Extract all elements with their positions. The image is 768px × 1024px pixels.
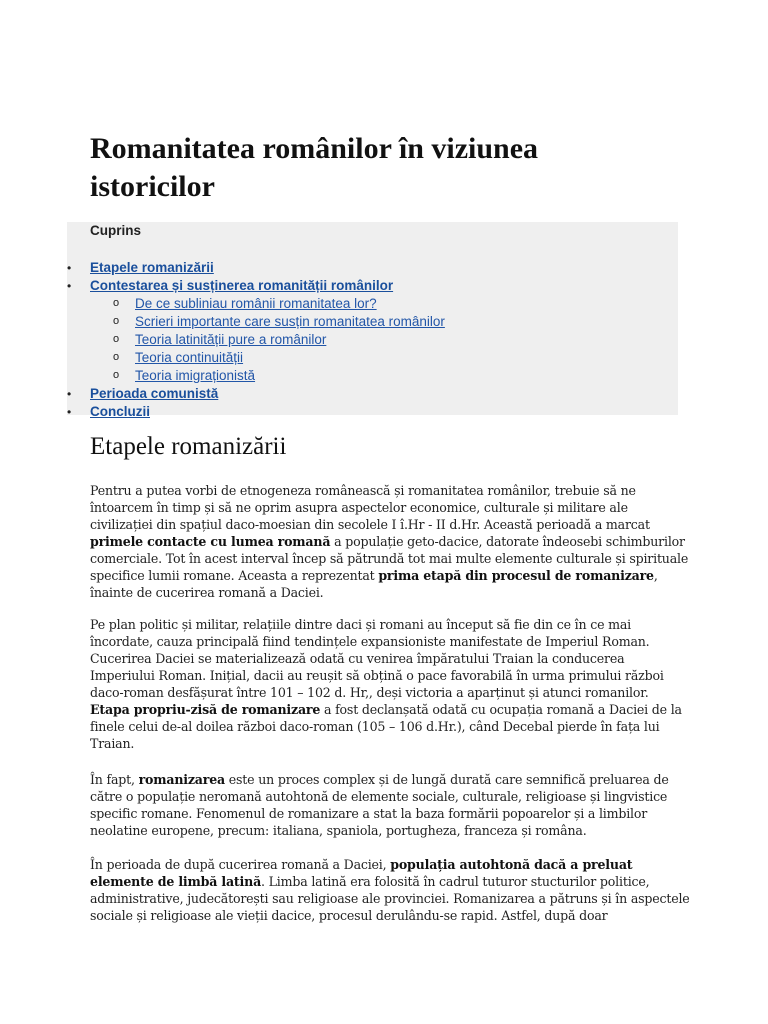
bold-phrase: Etapa propriu-zisă de romanizare bbox=[90, 702, 321, 717]
paragraph-1 bbox=[90, 482, 690, 601]
text-run: În perioada de după cucerirea romană a Daciei, bbox=[90, 857, 391, 872]
toc-link-perioada-comunista[interactable]: Perioada comunistă bbox=[90, 386, 219, 401]
toc-sublink-imigrationista[interactable]: Teoria imigraționistă bbox=[135, 368, 256, 383]
text-run: este un proces complex și de lungă durată care semnifică preluarea de către o populație neromană autohtonă de elemente sociale, culturale, religioase și lingvistice specific romane. Fenomenul de romanizare a stat la baza formării popoarelor și a limbilor neolatine europene, precum: italiana, spaniola, portugheza, franceza și româna. bbox=[90, 772, 669, 838]
text-run: a populație geto-dacice, datorate îndeosebi schimburilor comerciale. Tot în acest interval încep să pătrundă tot mai multe elemente culturale și spirituale specifice lumii romane. Aceasta a reprezentat bbox=[90, 534, 689, 583]
toc-link-etapele-romanizarii[interactable]: Etapele romanizării bbox=[90, 260, 214, 275]
toc-title: Cuprins bbox=[90, 223, 142, 238]
text-run: , înainte de cucerirea romană a Daciei. bbox=[90, 568, 658, 600]
paragraph-3 bbox=[90, 771, 690, 839]
bold-phrase: romanizarea bbox=[138, 772, 225, 787]
toc-sublink-latinitatii[interactable]: Teoria latinității pure a românilor bbox=[135, 332, 327, 347]
text-run: . Limba latină era folosită în cadrul tuturor stucturilor politice, administrative, judecătorești sau religioase ale provinciei. Romanizarea a pătruns și în aspectele sociale și religioase ale vieții dacice, procesul derulându-se rapid. Astfel, după doar bbox=[90, 874, 690, 923]
page-title: Romanitatea românilor în viziunea istoricilor bbox=[90, 132, 539, 203]
bold-phrase: populația autohtonă dacă a preluat elemente de limbă latină bbox=[90, 857, 633, 889]
toc-subitem bbox=[135, 331, 678, 349]
paragraph-4 bbox=[90, 856, 690, 924]
toc-item bbox=[67, 385, 678, 403]
toc-subitem bbox=[135, 313, 678, 331]
toc-sublink-scrieri[interactable]: Scrieri importante care susțin romanitatea românilor bbox=[135, 314, 445, 329]
section-heading: Etapele romanizării bbox=[90, 433, 287, 460]
toc-sublink-de-ce[interactable]: De ce subliniau românii romanitatea lor? bbox=[135, 296, 377, 311]
toc-subitem bbox=[135, 295, 678, 313]
bold-phrase: prima etapă din procesul de romanizare bbox=[378, 568, 654, 583]
toc-item bbox=[67, 259, 678, 277]
toc-subitem bbox=[135, 367, 678, 385]
toc-list bbox=[67, 259, 678, 421]
toc-item bbox=[67, 277, 678, 385]
toc-sublist bbox=[90, 295, 678, 385]
toc-link-contestarea[interactable]: Contestarea și susținerea romanității românilor bbox=[90, 278, 394, 293]
toc-item bbox=[67, 403, 678, 421]
paragraph-2 bbox=[90, 616, 690, 752]
text-run: a fost declanșată odată cu ocupația romană a Daciei de la finele celui de-al doilea război daco-roman (105 – 106 d.Hr.), când Decebal pierde în fața lui Traian. bbox=[90, 702, 682, 751]
toc-link-concluzii[interactable]: Concluzii bbox=[90, 404, 150, 419]
table-of-contents bbox=[67, 222, 678, 419]
bold-phrase: primele contacte cu lumea romană bbox=[90, 534, 331, 549]
text-run: În fapt, bbox=[90, 772, 139, 787]
text-run: Pentru a putea vorbi de etnogeneza românească și romanitatea românilor, trebuie să ne întoarcem în timp și să ne oprim asupra aspectelor economice, culturale și militare ale civilizației din spațiul daco-moesian din secolele I î.Hr - II d.Hr. Această perioadă a marcat bbox=[90, 483, 650, 532]
toc-sublink-continuitatii[interactable]: Teoria continuității bbox=[135, 350, 244, 365]
text-run: Pe plan politic și militar, relațiile dintre daci și romani au început să fie din ce în ce mai încordate, cauza principală fiind tendințele expansioniste manifestate de Imperiul Roman. Cucerirea Daciei se materializează odată cu venirea împăratului Traian la conducerea Imperiului Roman. Inițial, dacii au reușit să obțină o pace favorabilă în urma primului război daco-roman desfășurat între 101 – 102 d. Hr,, deși victoria a aparținut și atunci romanilor. bbox=[90, 617, 664, 700]
toc-subitem bbox=[135, 349, 678, 367]
